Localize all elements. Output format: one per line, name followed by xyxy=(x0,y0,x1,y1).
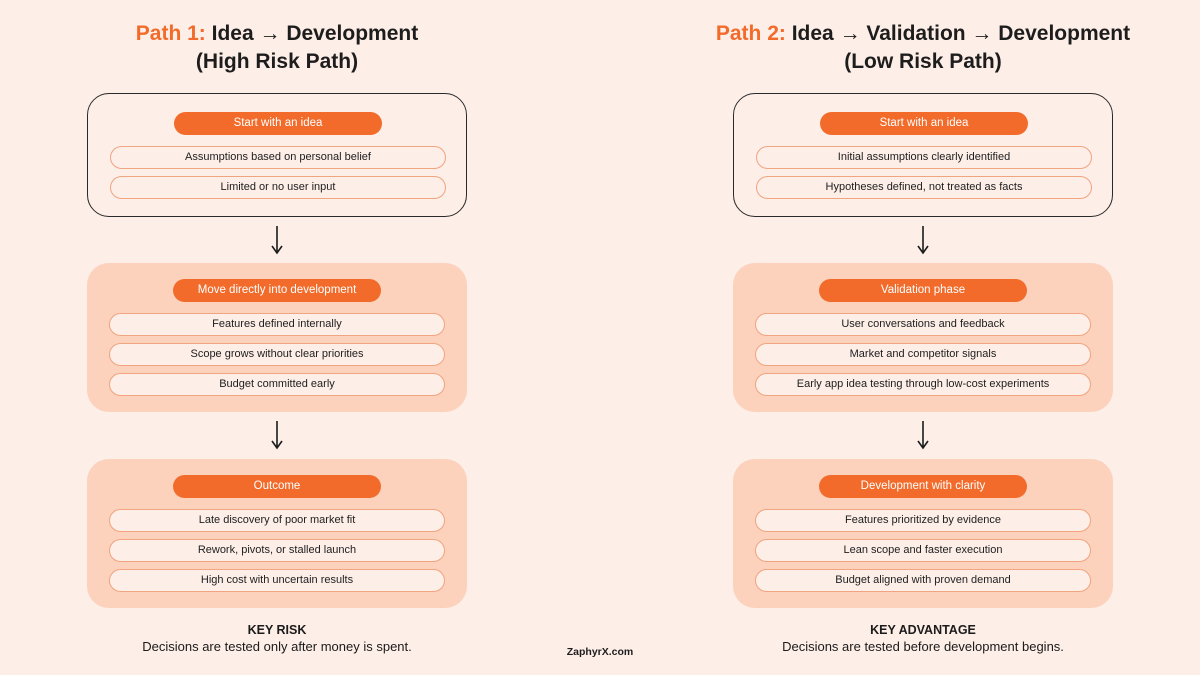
stage-item: High cost with uncertain results xyxy=(109,569,445,592)
stage-item: Scope grows without clear priorities xyxy=(109,343,445,366)
down-arrow-icon xyxy=(270,421,284,451)
path2-title xyxy=(673,20,1173,76)
stage-item: Lean scope and faster execution xyxy=(755,539,1091,562)
stage-item: Features prioritized by evidence xyxy=(755,509,1091,532)
key-risk-text: Decisions are tested only after money is spent. xyxy=(142,639,412,654)
stage-item: Assumptions based on personal belief xyxy=(110,146,446,169)
path1-title-main: Idea → Development xyxy=(211,22,419,45)
stage-item: Initial assumptions clearly identified xyxy=(756,146,1092,169)
path2-stage-idea xyxy=(733,93,1113,217)
stage-header: Move directly into development xyxy=(173,279,381,302)
stage-item: Early app idea testing through low-cost experiments xyxy=(755,373,1091,396)
stage-item: Late discovery of poor market fit xyxy=(109,509,445,532)
path1-title-sub: (High Risk Path) xyxy=(195,50,359,73)
path1-title-prefix: Path 1: xyxy=(135,22,206,45)
path2-title-prefix: Path 2: xyxy=(715,22,786,45)
stage-header: Start with an idea xyxy=(820,112,1028,135)
path1-column xyxy=(87,0,467,675)
stage-header: Start with an idea xyxy=(174,112,382,135)
stage-header: Validation phase xyxy=(819,279,1027,302)
stage-item: Budget committed early xyxy=(109,373,445,396)
stage-item: Budget aligned with proven demand xyxy=(755,569,1091,592)
stage-item: Hypotheses defined, not treated as facts xyxy=(756,176,1092,199)
stage-item: Market and competitor signals xyxy=(755,343,1091,366)
stage-header: Development with clarity xyxy=(819,475,1027,498)
path2-stage-development xyxy=(733,459,1113,608)
path2-footer xyxy=(673,622,1173,656)
down-arrow-icon xyxy=(916,421,930,451)
down-arrow-icon xyxy=(916,226,930,256)
stage-item: Rework, pivots, or stalled launch xyxy=(109,539,445,562)
stage-item: Features defined internally xyxy=(109,313,445,336)
key-advantage-text: Decisions are tested before development begins. xyxy=(782,639,1064,654)
key-advantage-title: KEY ADVANTAGE xyxy=(870,623,976,637)
brand-logo-text[interactable]: ZaphyrX.com xyxy=(566,646,634,658)
path1-stage-development xyxy=(87,263,467,412)
path1-footer xyxy=(27,622,527,656)
path2-title-main: Idea → Validation → Development xyxy=(791,22,1131,45)
path1-title xyxy=(27,20,527,76)
key-risk-title: KEY RISK xyxy=(247,623,307,637)
stage-item: Limited or no user input xyxy=(110,176,446,199)
path2-title-sub: (Low Risk Path) xyxy=(844,50,1002,73)
path2-column xyxy=(715,0,1131,675)
down-arrow-icon xyxy=(270,226,284,256)
path2-stage-validation xyxy=(733,263,1113,412)
stage-header: Outcome xyxy=(173,475,381,498)
path1-stage-outcome xyxy=(87,459,467,608)
stage-item: User conversations and feedback xyxy=(755,313,1091,336)
path1-stage-idea xyxy=(87,93,467,217)
